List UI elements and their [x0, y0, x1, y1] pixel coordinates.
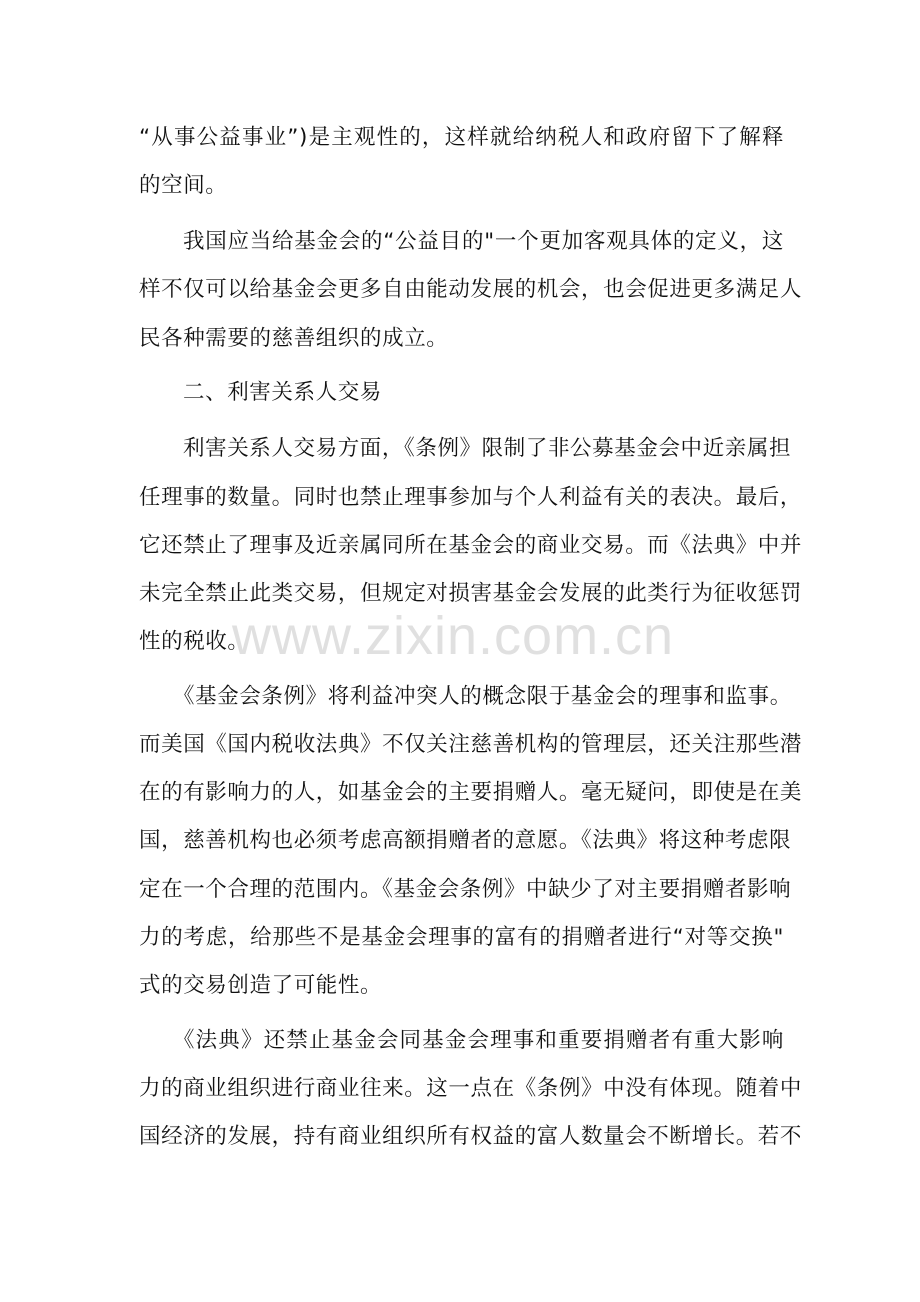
paragraph-1-line-1: “从事公益事业”)是主观性的，这样就给纳税人和政府留下了解释 — [139, 125, 784, 150]
paragraph-4-line-3: 它还禁止了理事及近亲属同所在基金会的商业交易。而《法典》中并 — [139, 533, 803, 558]
paragraph-5-line-3: 在的有影响力的人，如基金会的主要捐赠人。毫无疑问，即使是在美 — [139, 780, 803, 805]
watermark: www.zixin.com.cn — [232, 606, 675, 666]
paragraph-2-line-3: 民各种需要的慈善组织的成立。 — [139, 326, 449, 351]
paragraph-1-line-2: 的空间。 — [139, 173, 228, 198]
paragraph-5-line-4: 国，慈善机构也必须考虑高额捐赠者的意愿。《法典》将这种考虑限 — [139, 828, 792, 853]
section-heading: 二、利害关系人交易 — [183, 380, 382, 405]
paragraph-6-line-3: 国经济的发展，持有商业组织所有权益的富人数量会不断增长。若不 — [139, 1124, 803, 1149]
paragraph-2-line-1: 我国应当给基金会的“公益目的"一个更加客观具体的定义，这 — [183, 229, 784, 254]
paragraph-4-line-1: 利害关系人交易方面，《条例》限制了非公募基金会中近亲属担 — [183, 436, 792, 461]
paragraph-5-line-6: 力的考虑，给那些不是基金会理事的富有的捐赠者进行“对等交换" — [139, 925, 784, 950]
paragraph-5-line-1: 《基金会条例》将利益冲突人的概念限于基金会的理事和监事。 — [173, 684, 792, 709]
paragraph-5-line-2: 而美国《国内税收法典》不仅关注慈善机构的管理层，还关注那些潜 — [139, 732, 803, 757]
paragraph-5-line-7: 式的交易创造了可能性。 — [139, 973, 383, 998]
paragraph-2-line-2: 样不仅可以给基金会更多自由能动发展的机会，也会促进更多满足人 — [139, 277, 803, 302]
paragraph-6-line-1: 《法典》还禁止基金会同基金会理事和重要捐赠者有重大影响 — [173, 1028, 784, 1053]
paragraph-6-line-2: 力的商业组织进行商业往来。这一点在《条例》中没有体现。随着中 — [139, 1076, 803, 1101]
paragraph-4-line-4: 未完全禁止此类交易，但规定对损害基金会发展的此类行为征收惩罚 — [139, 581, 803, 606]
paragraph-4-line-5: 性的税收。 — [139, 629, 250, 654]
paragraph-4-line-2: 任理事的数量。同时也禁止理事参加与个人利益有关的表决。最后， — [139, 485, 803, 510]
paragraph-5-line-5: 定在一个合理的范围内。《基金会条例》中缺少了对主要捐赠者影响 — [139, 877, 792, 902]
